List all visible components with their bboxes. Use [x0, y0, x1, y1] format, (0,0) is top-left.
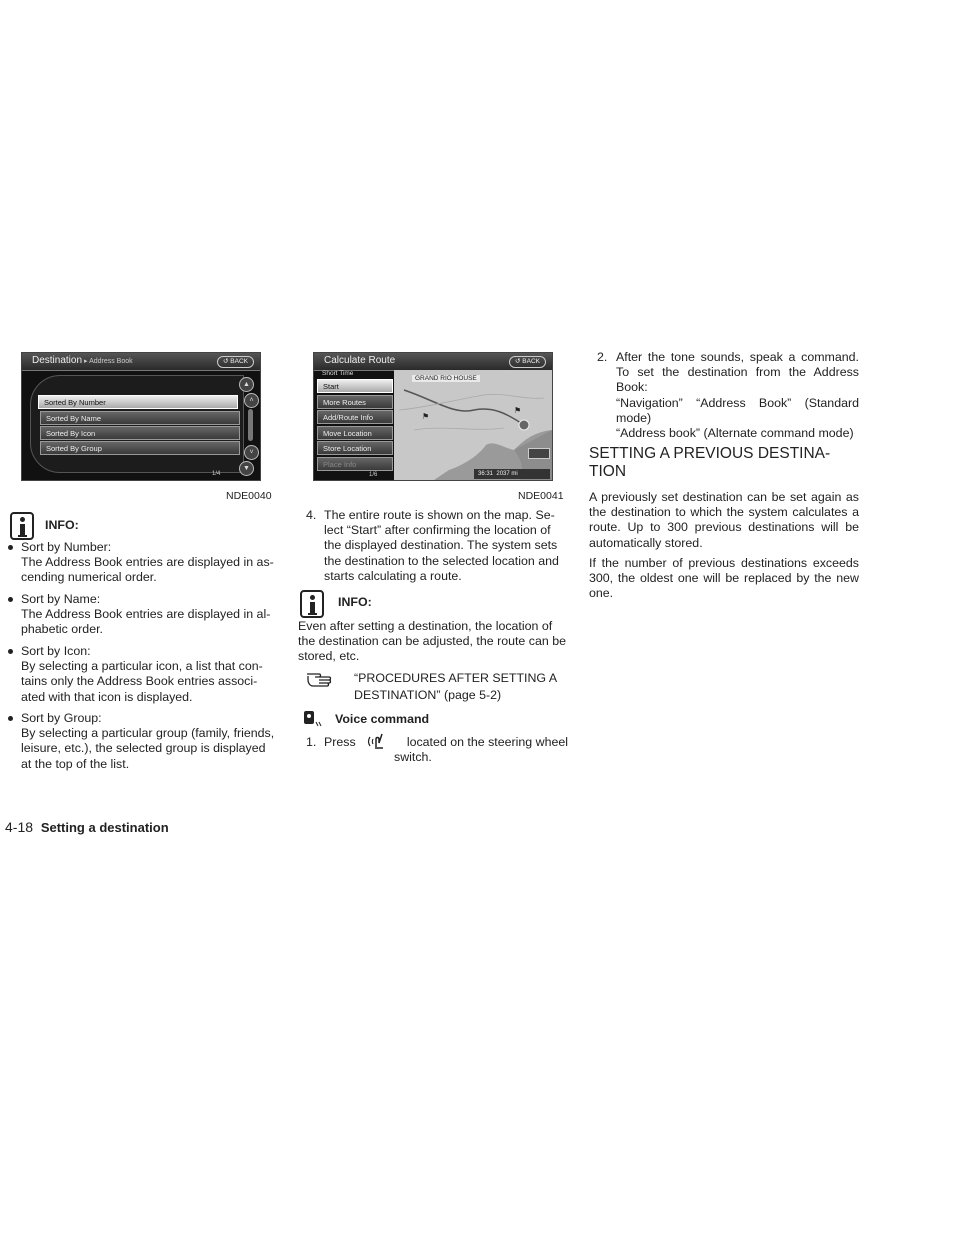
step-number: 4. — [306, 508, 317, 522]
address-book-screenshot — [21, 352, 261, 481]
step-4-text: The entire route is shown on the map. Se- lect “Start” after confirming the location of the displayed destination. The system sets the destination to the selected location and starts calculating a route. — [324, 508, 559, 583]
page-indicator: 1/4 — [212, 471, 221, 477]
scroll-up-icon[interactable]: ▲ — [239, 377, 254, 392]
sort-by-name-item: Sort by Name: The Address Book entries are displayed in al- phabetic order. — [21, 592, 271, 637]
route-mode-label: Short Time — [322, 370, 354, 377]
bullet-icon — [8, 716, 13, 721]
menu-item-move-location[interactable]: Move Location — [317, 426, 393, 440]
flag-icon: ⚑ — [514, 406, 522, 415]
step-2-text: After the tone sounds, speak a command. To set the destination from the Address Book: “Navigation” “Address Book” (Standard mode) “Address book” (Alternate command mode) — [616, 350, 859, 441]
page-footer — [5, 819, 169, 835]
menu-item-sorted-by-group[interactable]: Sorted By Group — [40, 441, 240, 455]
section-heading: SETTING A PREVIOUS DESTINA- TION — [589, 445, 831, 480]
paragraph-1: A previously set destination can be set again as the destination to which the system calculates a route. Up to 300 previous destinations will be automatically stored. — [589, 490, 859, 550]
bullet-icon — [8, 545, 13, 550]
screen-title: Calculate Route — [324, 355, 396, 366]
back-button[interactable]: ↺ BACK — [509, 356, 546, 368]
talk-switch-icon — [366, 731, 386, 751]
step-number: 1. — [306, 735, 317, 749]
screen-header — [22, 353, 260, 371]
info-icon — [10, 512, 34, 540]
page-indicator: 1/6 — [369, 472, 378, 478]
step-1-text: located on the steering wheel switch. — [394, 735, 568, 765]
scrollbar[interactable] — [248, 409, 253, 441]
scale-indicator — [528, 448, 550, 459]
calculate-route-screenshot — [313, 352, 553, 481]
reference-hand-icon — [305, 670, 337, 690]
page-number: 4-18 — [5, 819, 34, 835]
menu-item-sorted-by-number[interactable]: Sorted By Number — [38, 395, 238, 409]
info-heading: INFO: — [338, 595, 372, 609]
info-icon — [300, 590, 324, 618]
screen-title: Destination ▸ Address Book — [32, 355, 133, 366]
scroll-up-small-icon[interactable]: ˄ — [244, 393, 259, 408]
map-graphic — [394, 370, 552, 480]
voice-command-icon — [303, 710, 325, 728]
voice-command-heading: Voice command — [335, 712, 430, 726]
paragraph-2: If the number of previous destinations exceeds 300, the oldest one will be replaced by the new one. — [589, 556, 859, 601]
scroll-down-small-icon[interactable]: ˅ — [244, 445, 259, 460]
scroll-down-icon[interactable]: ▼ — [239, 461, 254, 476]
menu-item-place-info[interactable]: Place Info — [317, 457, 393, 471]
figure-caption: NDE0041 — [518, 490, 564, 502]
bullet-icon — [8, 597, 13, 602]
route-map[interactable] — [394, 370, 552, 480]
step-1-press: Press — [324, 735, 356, 749]
start-flag-icon: ⚑ — [422, 412, 430, 421]
menu-item-add-route-info[interactable]: Add/Route Info — [317, 410, 393, 424]
info-text: Even after setting a destination, the location of the destination can be adjusted, the route can be stored, etc. — [298, 619, 566, 664]
sort-by-group-item: Sort by Group: By selecting a particular group (family, friends, leisure, etc.), the selected group is displayed at the top of the list. — [21, 711, 275, 771]
screen-subtitle: Address Book — [89, 358, 133, 365]
menu-item-sorted-by-name[interactable]: Sorted By Name — [40, 411, 240, 425]
route-info-bar: 36:31 2037 mi — [474, 469, 550, 479]
cross-reference: “PROCEDURES AFTER SETTING A DESTINATION” (page 5-2) — [354, 671, 558, 702]
step-number: 2. — [597, 350, 608, 364]
screen-header — [314, 353, 552, 371]
menu-item-start[interactable]: Start — [317, 379, 393, 393]
figure-caption: NDE0040 — [226, 490, 272, 502]
bullet-icon — [8, 649, 13, 654]
map-location-label: GRAND RIO HOUSE — [412, 375, 480, 382]
back-button[interactable]: ↺ BACK — [217, 356, 254, 368]
section-title: Setting a destination — [40, 820, 169, 835]
menu-item-sorted-by-icon[interactable]: Sorted By Icon — [40, 426, 240, 440]
sort-by-icon-item: Sort by Icon: By selecting a particular icon, a list that con- tains only the Address Book entries associ- ated with that icon is displayed. — [21, 644, 263, 704]
info-heading: INFO: — [45, 518, 79, 532]
sort-by-number-item: Sort by Number: The Address Book entries are displayed in as- cending numerical order. — [21, 540, 274, 585]
menu-item-store-location[interactable]: Store Location — [317, 441, 393, 455]
menu-item-more-routes[interactable]: More Routes — [317, 395, 393, 409]
